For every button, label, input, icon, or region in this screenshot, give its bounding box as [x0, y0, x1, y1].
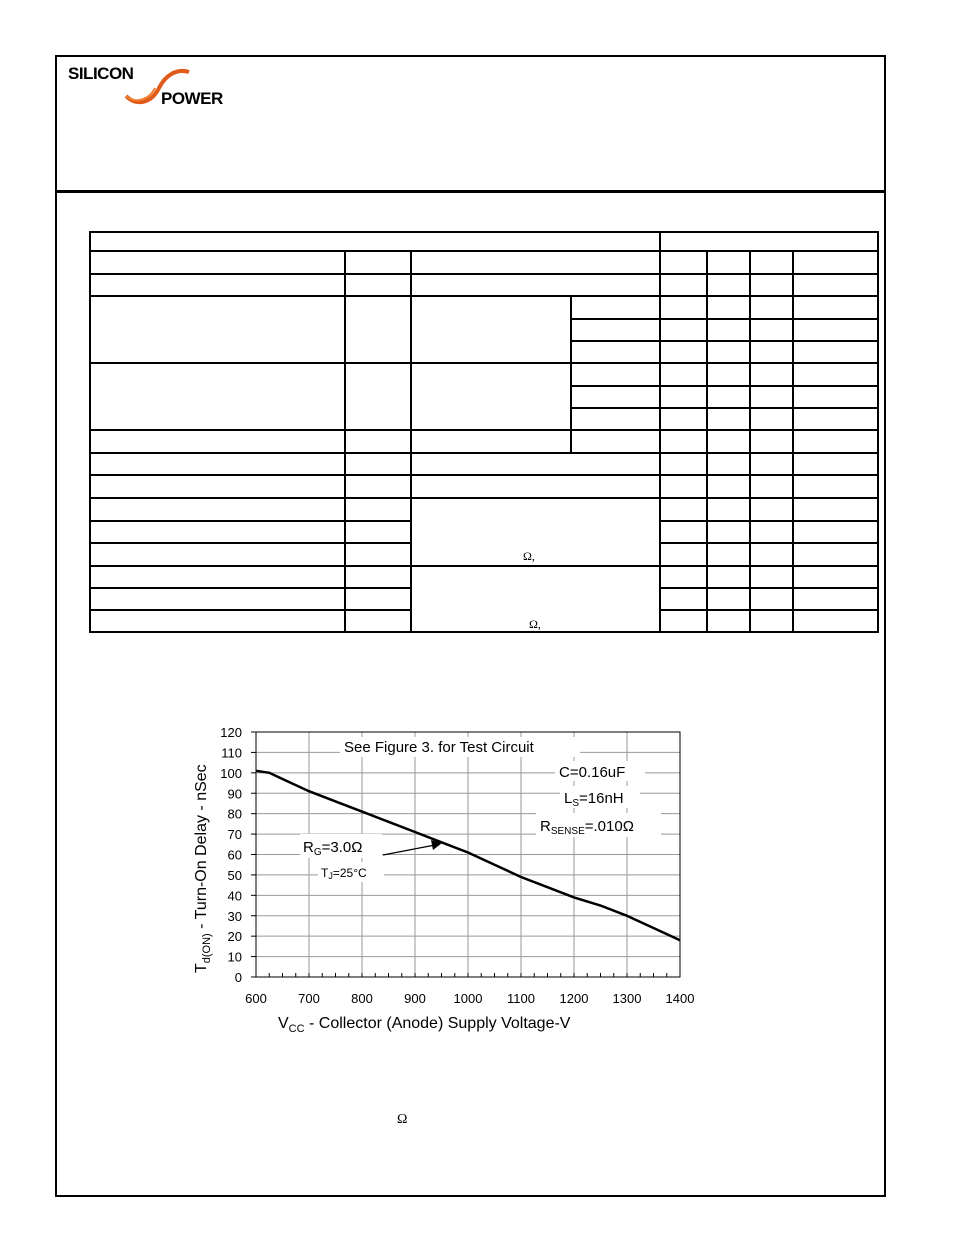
y-tick-label: 60 [227, 847, 242, 863]
table-cell [90, 232, 660, 251]
y-tick-label: 30 [227, 908, 242, 924]
rg-arrow-line [383, 845, 435, 855]
x-tick-label: 700 [298, 991, 320, 1006]
y-tick-label: 0 [234, 970, 242, 985]
y-tick-label: 50 [227, 867, 242, 883]
y-tick-label: 120 [220, 725, 242, 740]
logo-text-power: POWER [161, 89, 223, 108]
x-tick-label: 900 [404, 991, 426, 1006]
logo-text-silicon: SILICON [68, 64, 134, 83]
y-tick-label: 40 [227, 888, 242, 904]
x-tick-label: 1100 [507, 991, 535, 1006]
turn-on-delay-chart [180, 715, 710, 1045]
x-tick-label: 1400 [665, 991, 695, 1006]
y-tick-label: 10 [227, 949, 242, 965]
omega-note-1: Ω, [523, 549, 535, 563]
x-tick-labels [245, 991, 694, 1006]
annotation-rg: $R_G=3.0\Omega$ [303, 839, 363, 858]
annotation-inductance: $L_S=16nH$ [564, 790, 624, 809]
x-tick-label: 600 [245, 991, 267, 1006]
y-tick-label: 100 [220, 765, 242, 781]
chart-svg [180, 715, 710, 1045]
annotation-tj: TJ=25°C [321, 866, 367, 881]
y-tick-label: 80 [227, 806, 242, 822]
y-tick-label: 110 [221, 745, 242, 761]
x-tick-label: 1200 [559, 991, 589, 1006]
omega-note-3: Ω [397, 1112, 408, 1127]
y-tick-label: 70 [227, 827, 242, 843]
annotation-capacitance: C=0.16uF [559, 764, 626, 781]
y-axis-label: $T_{d(ON)}$ - Turn-On Delay - nSec [193, 764, 213, 973]
x-tick-label: 1300 [612, 991, 642, 1006]
annotation-rsense: $R_{SENSE}=.010\Omega$ [540, 818, 634, 837]
x-tick-label: 800 [351, 991, 373, 1006]
chart-title: See Figure 3. for Test Circuit [344, 739, 534, 756]
omega-note-2: Ω, [529, 617, 541, 631]
y-tick-label: 90 [227, 786, 242, 802]
spec-table [89, 231, 879, 633]
y-tick-label: 20 [227, 929, 242, 945]
y-tick-labels [220, 725, 242, 985]
header-divider [55, 190, 886, 193]
silicon-power-logo [66, 64, 241, 112]
x-axis-label: $V_{CC}$ - Collector (Anode) Supply Voltage-V [278, 1015, 571, 1035]
table-cell [660, 232, 878, 251]
x-tick-label: 1000 [453, 991, 483, 1006]
